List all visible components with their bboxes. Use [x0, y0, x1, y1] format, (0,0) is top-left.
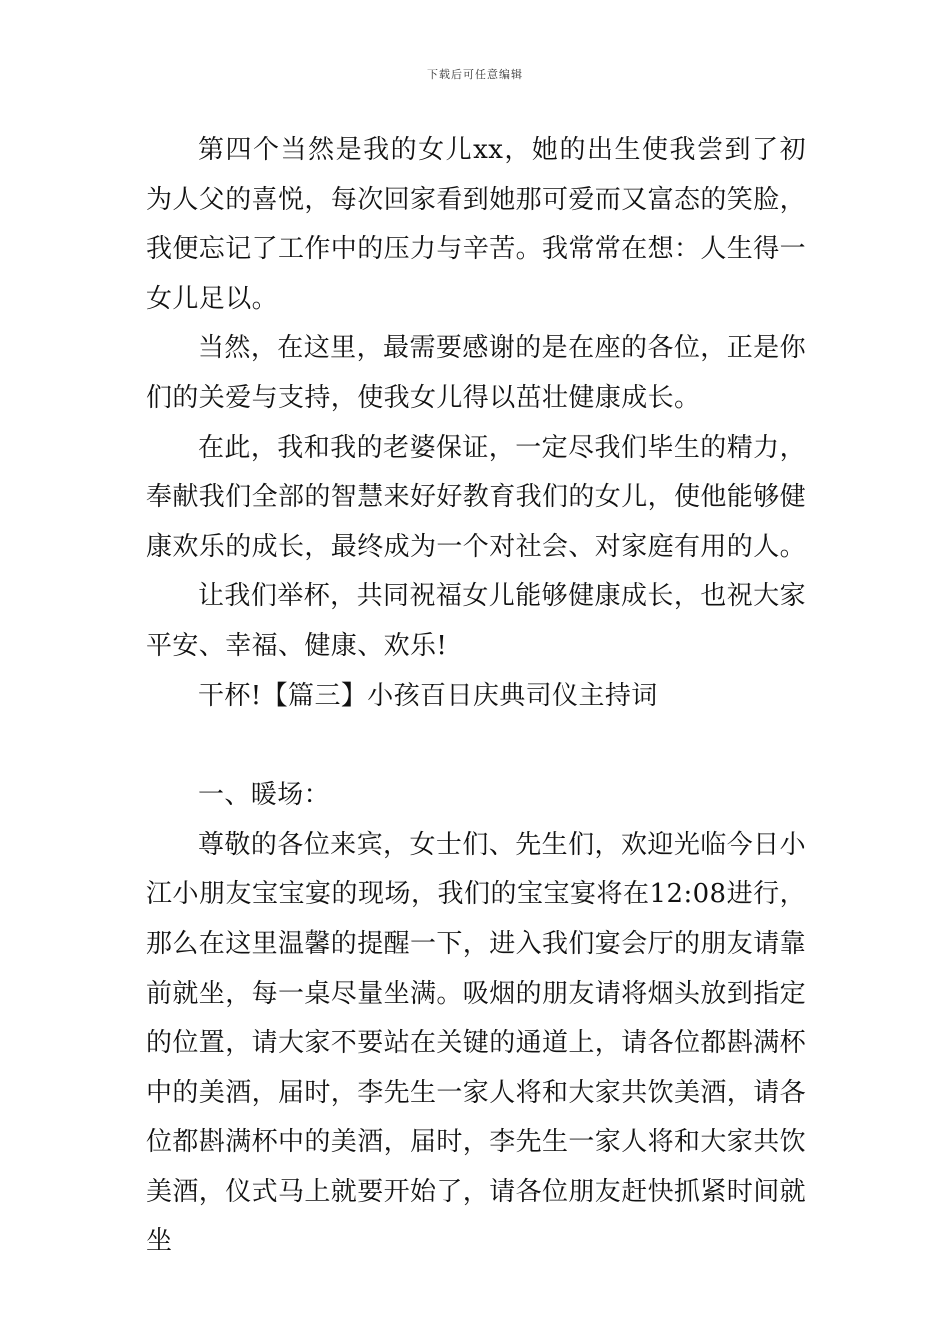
page-header: 下载后可任意编辑 [427, 68, 523, 81]
paragraph-welcome: 尊敬的各位来宾，女士们、先生们，欢迎光临今日小江小朋友宝宝宴的现场，我们的宝宝宴将在12:08进行，那么在这里温馨的提醒一下，进入我们宴会厅的朋友请靠前就坐，每一桌尽量坐满。吸烟的朋友请将烟头放到指定的位置，请大家不要站在关键的通道上，请各位都斟满杯中的美酒，届时，李先生一家人将和大家共饮美酒，请各位都斟满杯中的美酒，届时，李先生一家人将和大家共饮美酒，仪式马上就要开始了，请各位朋友赶快抓紧时间就坐 [146, 829, 807, 1257]
paragraph-thanks: 当然，在这里，最需要感谢的是在座的各位，正是你们的关爱与支持，使我女儿得以茁壮健康成长。 [146, 333, 806, 413]
paragraph-warmup-heading: 一、暖场： [198, 780, 331, 811]
blank-line [146, 721, 806, 771]
paragraph-promise: 在此，我和我的老婆保证，一定尽我们毕生的精力，奉献我们全部的智慧来好好教育我们的女儿，使他能够健康欢乐的成长，最终成为一个对社会、对家庭有用的人。 [146, 432, 807, 562]
paragraph-toast: 让我们举杯，共同祝福女儿能够健康成长，也祝大家平安、幸福、健康、欢乐! [146, 581, 806, 661]
paragraph-section-title: 干杯!【篇三】小孩百日庆典司仪主持词 [198, 680, 658, 711]
paragraph-daughter: 第四个当然是我的女儿xx，她的出生使我尝到了初为人父的喜悦，每次回家看到她那可爱而又富态的笑脸，我便忘记了工作中的压力与辛苦。我常常在想：人生得一女儿足以。 [146, 135, 807, 314]
document-body [146, 126, 806, 1267]
